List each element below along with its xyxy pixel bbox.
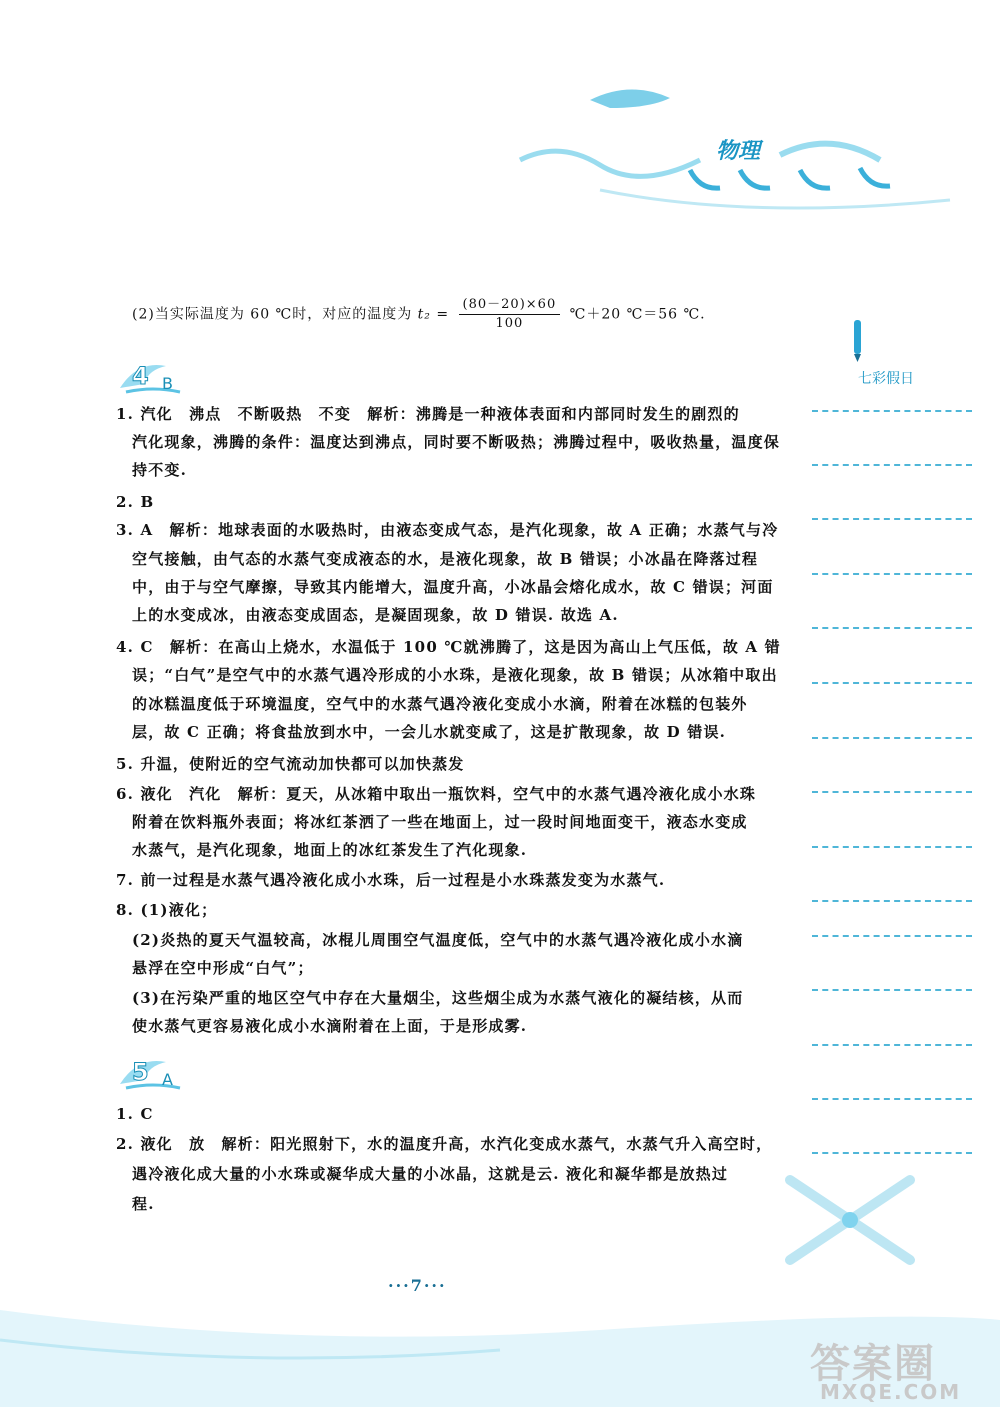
note-line bbox=[812, 846, 972, 848]
section-4-badge bbox=[118, 356, 188, 396]
subject-title: 物理 bbox=[716, 139, 761, 164]
formula-prefix: (2)当实际温度为 60 ℃时，对应的温度为 bbox=[132, 306, 418, 323]
note-line bbox=[812, 1152, 972, 1154]
note-line bbox=[812, 573, 972, 575]
note-line bbox=[812, 410, 972, 412]
note-line bbox=[812, 518, 972, 520]
answer-line: 空气接触，由气态的水蒸气变成液态的水，是液化现象，故 B 错误；小冰晶在降落过程 bbox=[132, 550, 759, 568]
answer-line: 1. C bbox=[116, 1105, 154, 1123]
answer-line: 8. (1)液化； bbox=[116, 901, 218, 919]
fraction-numerator: (80－20)×60 bbox=[459, 296, 561, 315]
answer-line: 汽化现象，沸腾的条件：温度达到沸点，同时要不断吸热；沸腾过程中，吸收热量，温度保 bbox=[132, 433, 781, 451]
note-line bbox=[812, 900, 972, 902]
section-letter: A bbox=[162, 1070, 173, 1089]
answer-line: 的冰糕温度低于环境温度，空气中的水蒸气遇冷液化变成小水滴，附着在冰糕的包装外 bbox=[132, 695, 748, 713]
formula-fraction bbox=[459, 296, 561, 333]
answer-line: (3)在污染严重的地区空气中存在大量烟尘，这些烟尘成为水蒸气液化的凝结核，从而 bbox=[132, 989, 744, 1007]
formula-var: t₂ = bbox=[417, 306, 450, 323]
answer-line: (2)炎热的夏天气温较高，冰棍儿周围空气温度低，空气中的水蒸气遇冷液化成小水滴 bbox=[132, 931, 744, 949]
note-line bbox=[812, 1098, 972, 1100]
formula-suffix: ℃＋20 ℃＝56 ℃. bbox=[569, 306, 706, 323]
section-letter: B bbox=[162, 374, 173, 393]
answer-line: 层，故 C 正确；将食盐放到水中，一会儿水就变咸了，这是扩散现象，故 D 错误. bbox=[132, 723, 727, 741]
sidebar-label: 七彩假日 bbox=[858, 371, 914, 387]
fraction-denominator: 100 bbox=[495, 316, 524, 331]
pencil-icon bbox=[846, 318, 870, 364]
answer-line: 附着在饮料瓶外表面；将冰红茶洒了一些在地面上，过一段时间地面变干，液态水变成 bbox=[132, 813, 748, 831]
answer-line: 遇冷液化成大量的小水珠或凝华成大量的小冰晶，这就是云. 液化和凝华都是放热过 bbox=[132, 1165, 729, 1183]
answer-line: 3. A 解析：地球表面的水吸热时，由液态变成气态，是汽化现象，故 A 正确；水蒸气与冷 bbox=[116, 521, 779, 539]
answer-line: 上的水变成冰，由液态变成固态，是凝固现象，故 D 错误. 故选 A. bbox=[132, 606, 619, 624]
answer-line: 2. B bbox=[116, 493, 155, 511]
note-line bbox=[812, 627, 972, 629]
answer-line: 1. 汽化 沸点 不断吸热 不变 解析：沸腾是一种液体表面和内部同时发生的剧烈的 bbox=[116, 405, 740, 423]
section-5-badge bbox=[118, 1052, 188, 1092]
section-number: 4 bbox=[132, 362, 149, 390]
answer-line: 5. 升温，使附近的空气流动加快都可以加快蒸发 bbox=[116, 755, 465, 773]
note-line bbox=[812, 1044, 972, 1046]
answer-line: 程. bbox=[132, 1195, 155, 1213]
windmill-icon bbox=[770, 1160, 930, 1270]
note-line bbox=[812, 682, 972, 684]
wave-icon bbox=[118, 1052, 188, 1092]
wave-icon bbox=[118, 356, 188, 396]
note-line bbox=[812, 935, 972, 937]
note-line bbox=[812, 989, 972, 991]
answer-line: 2. 液化 放 解析：阳光照射下，水的温度升高，水汽化变成水蒸气，水蒸气升入高空时， bbox=[116, 1135, 773, 1153]
note-line bbox=[812, 791, 972, 793]
answer-line: 悬浮在空中形成“白气”； bbox=[132, 959, 314, 977]
watermark-url: MXQE.COM bbox=[820, 1380, 962, 1404]
answer-line: 水蒸气，是汽化现象，地面上的冰红茶发生了汽化现象. bbox=[132, 841, 528, 859]
note-line bbox=[812, 737, 972, 739]
section-number: 5 bbox=[132, 1058, 149, 1086]
page-number: ···7··· bbox=[388, 1276, 447, 1295]
answer-line: 持不变. bbox=[132, 461, 188, 479]
answer-line: 7. 前一过程是水蒸气遇冷液化成小水珠，后一过程是小水珠蒸发变为水蒸气. bbox=[116, 871, 666, 889]
note-line bbox=[812, 464, 972, 466]
watermark-text: 答案圈 bbox=[810, 1341, 936, 1387]
answer-line: 误；“白气”是空气中的水蒸气遇冷形成的小水珠，是液化现象，故 B 错误；从冰箱中取出 bbox=[132, 666, 778, 684]
answer-line: 使水蒸气更容易液化成小水滴附着在上面，于是形成雾. bbox=[132, 1017, 528, 1035]
formula-line bbox=[132, 296, 706, 333]
answer-line: 4. C 解析：在高山上烧水，水温低于 100 ℃就沸腾了，这是因为高山上气压低，故 A 错 bbox=[116, 638, 781, 656]
answer-line: 中，由于与空气摩擦，导致其内能增大，温度升高，小冰晶会熔化成水，故 C 错误；河面 bbox=[132, 578, 774, 596]
answer-line: 6. 液化 汽化 解析：夏天，从冰箱中取出一瓶饮料，空气中的水蒸气遇冷液化成小水珠 bbox=[116, 785, 757, 803]
